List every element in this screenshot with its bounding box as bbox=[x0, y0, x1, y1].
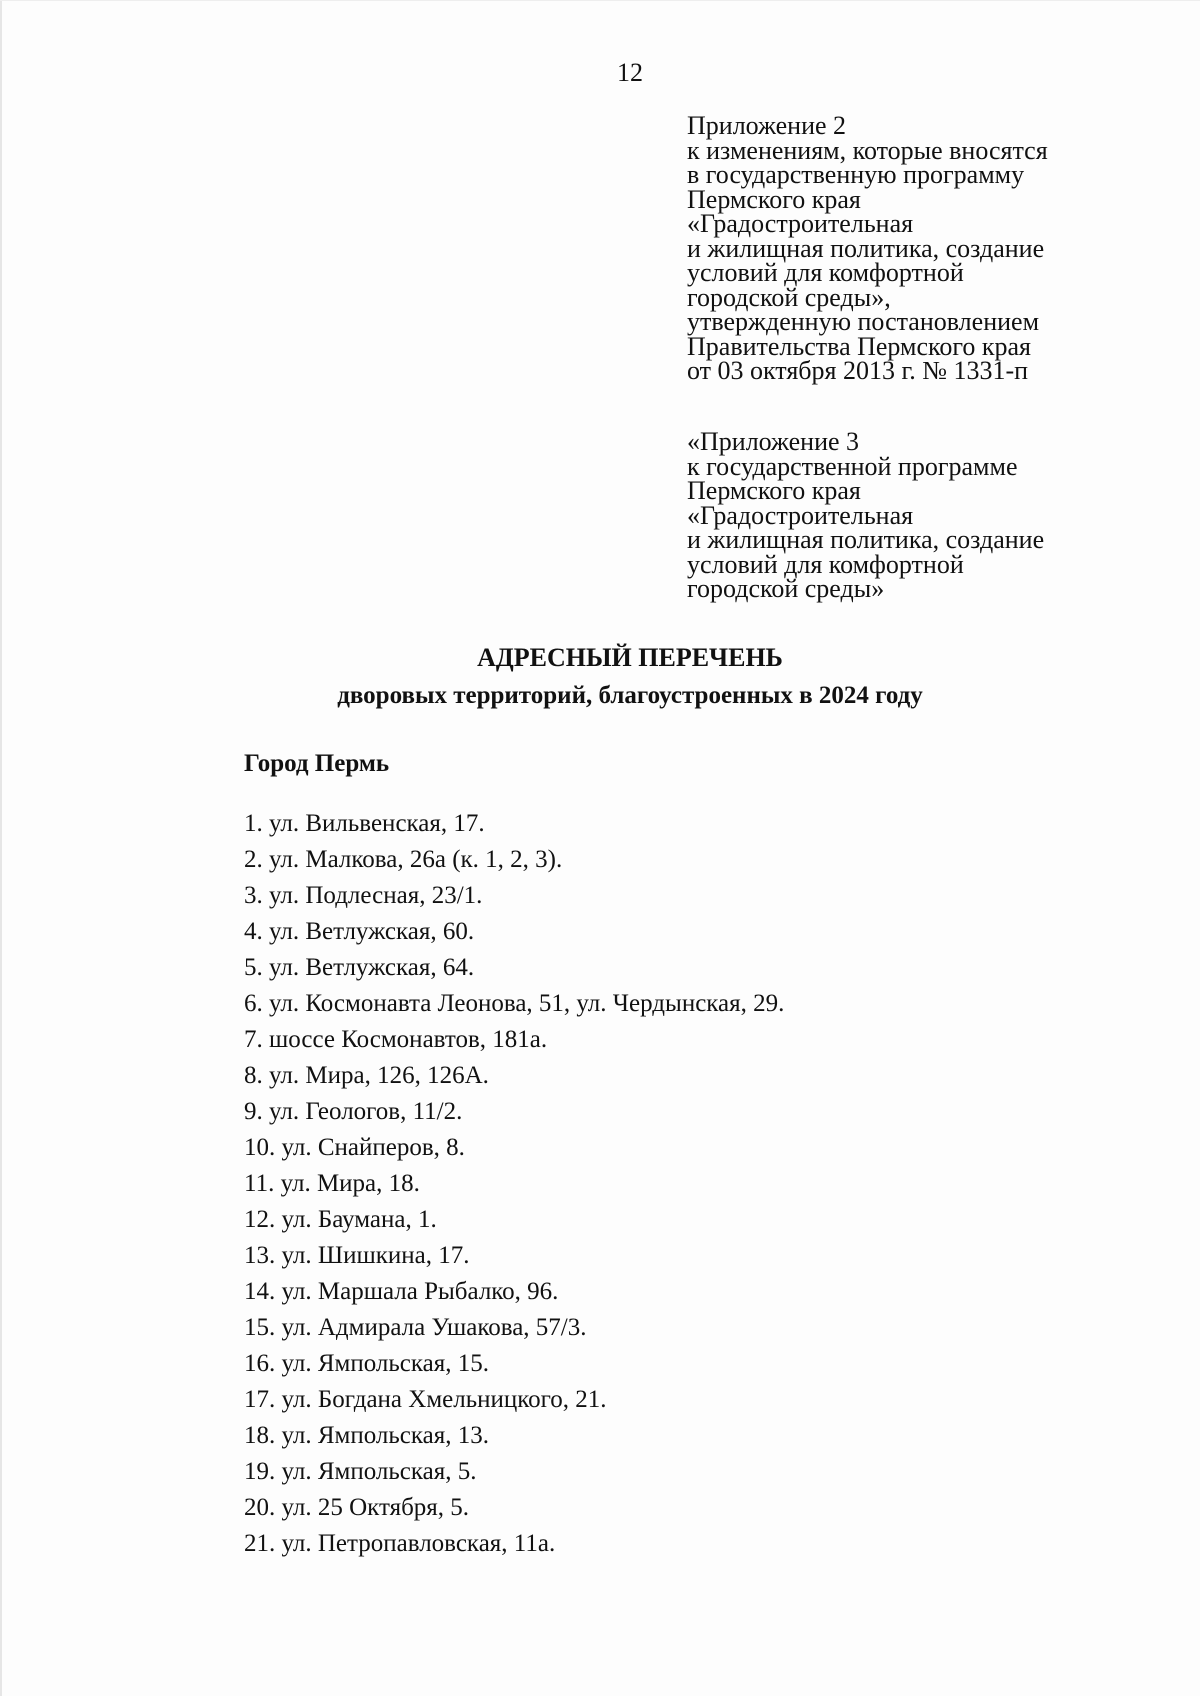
page-number: 12 bbox=[617, 58, 643, 87]
appendix-2-line: условий для комфортной bbox=[687, 258, 964, 287]
list-item: 6. ул. Космонавта Леонова, 51, ул. Чердынская, 29. bbox=[244, 990, 785, 1017]
list-item: 21. ул. Петропавловская, 11а. bbox=[244, 1530, 556, 1557]
appendix-2-line: от 03 октября 2013 г. № 1331-п bbox=[687, 356, 1029, 385]
appendix-2-line: «Градостроительная bbox=[687, 209, 914, 238]
list-item: 18. ул. Ямпольская, 13. bbox=[244, 1422, 490, 1449]
list-item: 17. ул. Богдана Хмельницкого, 21. bbox=[244, 1386, 607, 1413]
appendix-2-line: Пермского края bbox=[687, 184, 861, 214]
document-title: АДРЕСНЫЙ ПЕРЕЧЕНЬ bbox=[477, 643, 783, 672]
appendix-3-line: к государственной программе bbox=[687, 451, 1018, 481]
list-item: 8. ул. Мира, 126, 126А. bbox=[244, 1062, 489, 1089]
list-item: 11. ул. Мира, 18. bbox=[244, 1170, 420, 1197]
list-item: 20. ул. 25 Октября, 5. bbox=[244, 1494, 470, 1521]
appendix-2-line: городской среды», bbox=[687, 282, 891, 312]
list-item: 1. ул. Вильвенская, 17. bbox=[244, 810, 485, 837]
document-subtitle: дворовых территорий, благоустроенных в 2024 году bbox=[337, 682, 923, 709]
appendix-3-line: условий для комфортной bbox=[687, 549, 964, 579]
city-heading: Город Пермь bbox=[244, 750, 390, 777]
scan-edge-top bbox=[0, 0, 1200, 1]
list-item: 3. ул. Подлесная, 23/1. bbox=[244, 882, 483, 909]
appendix-3-line: и жилищная политика, создание bbox=[687, 525, 1045, 554]
list-item: 5. ул. Ветлужская, 64. bbox=[244, 954, 475, 981]
appendix-2-line: Правительства Пермского края bbox=[687, 331, 1031, 361]
list-item: 9. ул. Геологов, 11/2. bbox=[244, 1098, 463, 1125]
list-item: 12. ул. Баумана, 1. bbox=[244, 1206, 437, 1233]
appendix-2-line: к изменениям, которые вносятся bbox=[687, 135, 1048, 165]
appendix-2-line: в государственную программу bbox=[687, 160, 1025, 189]
appendix-2-line: утвержденную постановлением bbox=[687, 307, 1040, 336]
appendix-2-header bbox=[687, 111, 1147, 385]
appendix-3-line: городской среды» bbox=[687, 574, 885, 603]
appendix-2-line: и жилищная политика, создание bbox=[687, 233, 1045, 263]
list-item: 15. ул. Адмирала Ушакова, 57/3. bbox=[244, 1314, 587, 1341]
list-item: 19. ул. Ямпольская, 5. bbox=[244, 1458, 477, 1485]
list-item: 13. ул. Шишкина, 17. bbox=[244, 1242, 470, 1269]
appendix-2-line: Приложение 2 bbox=[687, 111, 847, 140]
list-item: 14. ул. Маршала Рыбалко, 96. bbox=[244, 1278, 559, 1305]
appendix-3-line: «Приложение 3 bbox=[687, 427, 860, 456]
list-item: 10. ул. Снайперов, 8. bbox=[244, 1134, 465, 1161]
appendix-3-line: Пермского края bbox=[687, 476, 861, 505]
list-item: 4. ул. Ветлужская, 60. bbox=[244, 918, 475, 945]
appendix-3-header bbox=[687, 427, 1147, 603]
list-item: 7. шоссе Космонавтов, 181а. bbox=[244, 1026, 548, 1053]
list-item: 16. ул. Ямпольская, 15. bbox=[244, 1350, 490, 1377]
scan-edge-left bbox=[0, 0, 2, 1696]
appendix-3-line: «Градостроительная bbox=[687, 500, 914, 530]
address-list bbox=[244, 809, 784, 1565]
list-item: 2. ул. Малкова, 26а (к. 1, 2, 3). bbox=[244, 846, 563, 873]
